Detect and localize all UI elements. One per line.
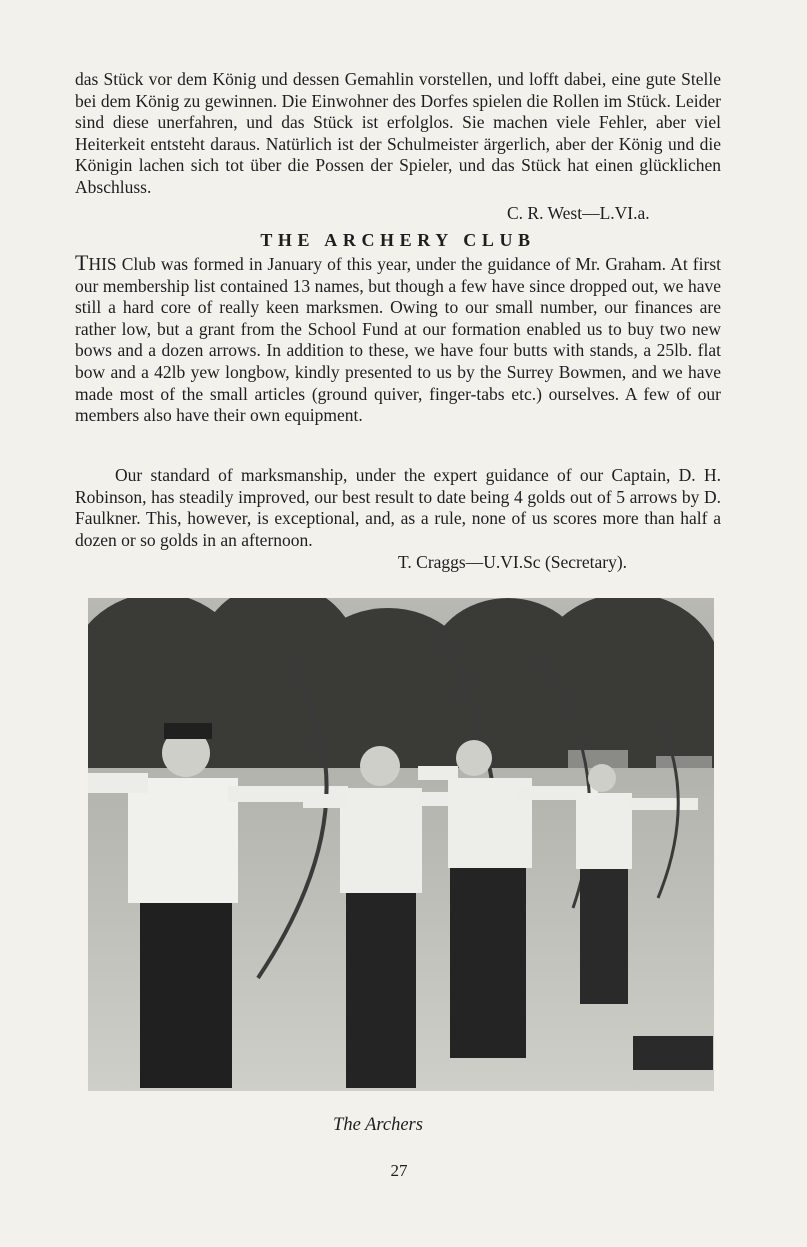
page-number: 27 xyxy=(390,1161,408,1180)
section-heading: THE ARCHERY CLUB xyxy=(260,230,536,250)
archery-author-signoff: T. Craggs—U.VI.Sc (Secretary). xyxy=(398,552,628,572)
archers-photo-illustration xyxy=(88,598,714,1091)
drop-cap: T xyxy=(75,250,89,275)
archers-photo xyxy=(88,598,714,1091)
archery-paragraph-1 xyxy=(75,252,721,427)
photo-caption: The Archers xyxy=(333,1115,423,1135)
archery-paragraph-1-text: HIS Club was formed in January of this year, under the guidance of Mr. Graham. At first our membership list contained 13 names, but though a few have since dropped out, we have still a hard core of really keen marksmen. Owing to our small number, our finances are rather low, but a grant from the School Fund at our formation enabled us to buy two new bows and a dozen arrows. In addition to these, we have four butts with stands, a 25lb. flat bow and a 42lb yew longbow, kindly presented to us by the Surrey Bowmen, and we have made most of the small articles (ground quiver, finger-tabs etc.) ourselves. A few of our members also have their own equipment. xyxy=(75,254,721,426)
archery-paragraph-2 xyxy=(75,465,721,551)
equipment-box xyxy=(633,1036,713,1070)
archery-paragraph-2-text: Our standard of marksmanship, under the expert guidance of our Captain, D. H. Robinson, has steadily improved, our best result to date being 4 golds out of 5 arrows by D. Faulkner. This, however, is exceptional, and, as a rule, none of us scores more than half a dozen or so golds in an afternoon. xyxy=(75,465,721,550)
german-author-signoff: C. R. West—L.VI.a. xyxy=(507,203,650,223)
german-paragraph: das Stück vor dem König und dessen Gemahlin vorstellen, und lofft dabei, eine gute Stelle bei dem König zu gewinnen. Die Einwohner des Dorfes spielen die Rollen im Stück. Leider sind diese unerfahren, und das Stück ist erfolglos. Sie machen viele Fehler, aber viel Heiterkeit entsteht daraus. Natürlich ist der Schulmeister ärgerlich, aber der König und die Königin lachen sich tot über die Possen der Spieler, und das Stück hat einen glücklichen Abschluss. xyxy=(75,69,721,197)
